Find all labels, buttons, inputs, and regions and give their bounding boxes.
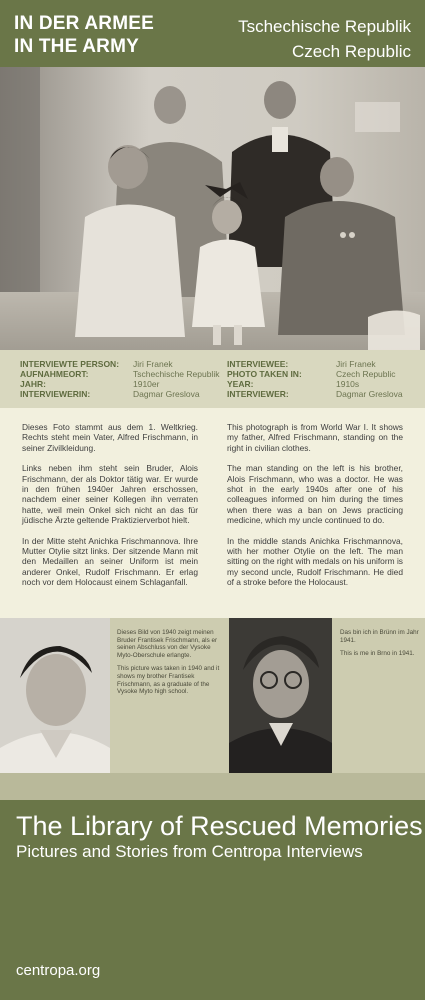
story-paragraph: The man standing on the left is his brother, Alois Frischmann, who was a doctor. He was shot in the early 1940s after one of his colleagues informed on him during the times when there was a ban on Jews practicing medicine, which my uncle continued to do. [227,463,403,525]
caption-english: This picture was taken in 1940 and it shows my brother Frantisek Frischmann, as a graduate of the Vysoke Myto high school. [117,665,220,696]
story-english [227,422,403,598]
info-value: Dagmar Greslova [133,389,200,399]
story-paragraph: This photograph is from World War I. It shows my father, Alfred Frischmann, standing on the right in civilian clothes. [227,422,403,453]
info-label: INTERVIEWER: [227,389,289,399]
story-paragraph: Links neben ihm steht sein Bruder, Alois Frischmann, der als Doktor tätig war. Er wurde in den frühen 1940er Jahren erschossen, nachdem einer seiner Kollegen ihn verraten hatte, weil mein Onkel sich nicht an das für jüdische Ärzte geltende Praktizierverbot hielt. [22,463,198,525]
story-section [0,408,425,618]
website-link[interactable]: centropa.org [16,962,101,979]
info-label: INTERVIEWEE: [227,359,289,369]
family-photo-illustration [0,67,425,350]
story-paragraph: Dieses Foto stammt aus dem 1. Weltkrieg. Rechts steht mein Vater, Alfred Frischmann, in seiner Zivilkleidung. [22,422,198,453]
info-label: INTERVIEWERIN: [20,389,91,399]
info-value: 1910s [336,379,360,389]
info-label: JAHR: [20,379,46,389]
info-value: Jiri Franek [336,359,376,369]
self-caption [340,629,420,664]
country-german: Tschechische Republik [238,17,411,36]
info-values-english [336,359,403,399]
info-label: PHOTO TAKEN IN: [227,369,302,379]
strip-bar [0,773,425,800]
self-portrait-illustration [229,618,332,773]
footer [0,800,425,1000]
brother-portrait-illustration [0,618,110,773]
info-label: INTERVIEWTE PERSON: [20,359,120,369]
story-paragraph: In der Mitte steht Anichka Frischmannova. Ihre Mutter Otylie sitzt links. Der sitzende Mann mit den Medaillen an seiner Uniform ist mein anderer Onkel, Rudolf Frischmann. Er erlag noch vor dem Holocaust einem Schlaganfall. [22,535,198,587]
info-value: Czech Republic [336,369,396,379]
caption-german: Das bin ich in Brünn im Jahr 1941. [340,629,419,644]
info-value: 1910er [133,379,160,389]
self-portrait [229,618,332,773]
info-value: Jiri Franek [133,359,173,369]
story-paragraph: In the middle stands Anichka Frischmannova, with her mother Otylie on the left. The man sitting on the right with medals on his uniform is my second uncle, Rudolf Frischmann. He died of a stroke before the Holocaust. [227,535,403,587]
title-german: IN DER ARMEE [14,13,154,34]
country-english: Czech Republic [291,42,411,61]
header-bar [0,0,425,67]
caption-english: This is me in Brno in 1941. [340,650,415,658]
portrait-strip [0,618,425,800]
info-value: Tschechische Republik [133,369,220,379]
info-labels-english [227,359,302,399]
caption-german: Dieses Bild von 1940 zeigt meinen Bruder Frantisek Frischmann, als er seinen Abschluss von der Vysoke Myto-Oberschule erlangte. [117,629,218,659]
info-label: AUFNAHMEORT: [20,369,89,379]
interview-info [0,350,425,408]
info-values-german [133,359,219,399]
info-labels-german [20,359,119,399]
title-english: IN THE ARMY [14,36,139,57]
brother-portrait [0,618,110,773]
library-title: The Library of Rescued Memories [16,811,423,841]
library-subtitle: Pictures and Stories from Centropa Interviews [16,842,363,861]
info-label: YEAR: [227,379,254,389]
info-value: Dagmar Greslova [336,389,403,399]
title-block [14,12,154,58]
story-german [22,422,198,598]
family-photo [0,67,425,350]
country-block [238,14,411,64]
brother-caption [117,629,221,702]
